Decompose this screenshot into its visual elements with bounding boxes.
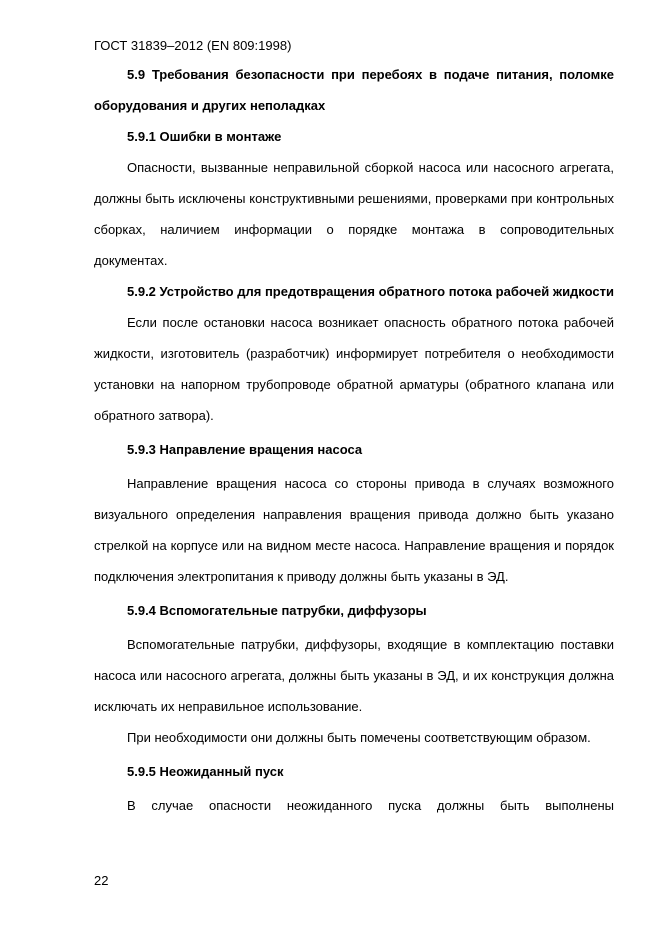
section-5-9-5-paragraph: В случае опасности неожиданного пуска должны быть выполнены xyxy=(127,798,614,813)
section-5-9-4-heading: 5.9.4 Вспомогательные патрубки, диффузоры xyxy=(127,603,427,618)
section-5-9-5-heading: 5.9.5 Неожиданный пуск xyxy=(127,764,284,779)
page-number: 22 xyxy=(94,873,109,888)
section-5-9-heading: 5.9 Требования безопасности при перебоях в подаче питания, поломке оборудования и других неполадках xyxy=(94,67,614,113)
section-5-9-3-paragraph: Направление вращения насоса со стороны привода в случаях возможного визуального определения направления вращения привода должно быть указано стрелкой на корпусе или на видном месте насоса. Направление вращения и порядок подключения электропитания к приводу должны быть указаны в ЭД. xyxy=(94,476,614,584)
document-body xyxy=(94,59,614,821)
section-5-9-4-paragraph-2: При необходимости они должны быть помечены соответствующим образом. xyxy=(127,730,591,745)
section-5-9-2-paragraph: Если после остановки насоса возникает опасность обратного потока рабочей жидкости, изготовитель (разработчик) информирует потребителя о необходимости установки на напорном трубопроводе обратной арматуры (обратного клапана или обратного затвора). xyxy=(94,315,614,423)
section-5-9-3-heading: 5.9.3 Направление вращения насоса xyxy=(127,442,363,457)
section-5-9-1-heading: 5.9.1 Ошибки в монтаже xyxy=(127,129,282,144)
section-5-9-2-heading: 5.9.2 Устройство для предотвращения обратного потока рабочей жидкости xyxy=(127,284,615,299)
section-5-9-4-paragraph: Вспомогательные патрубки, диффузоры, входящие в комплектацию поставки насоса или насосного агрегата, должны быть указаны в ЭД, и их конструкция должна исключать их неправильное использование. xyxy=(94,637,614,714)
section-5-9-1-paragraph: Опасности, вызванные неправильной сборкой насоса или насосного агрегата, должны быть исключены конструктивными решениями, проверками при контрольных сборках, наличием информации о порядке монтажа в сопроводительных документах. xyxy=(94,160,614,268)
document-header: ГОСТ 31839–2012 (EN 809:1998) xyxy=(94,38,292,53)
